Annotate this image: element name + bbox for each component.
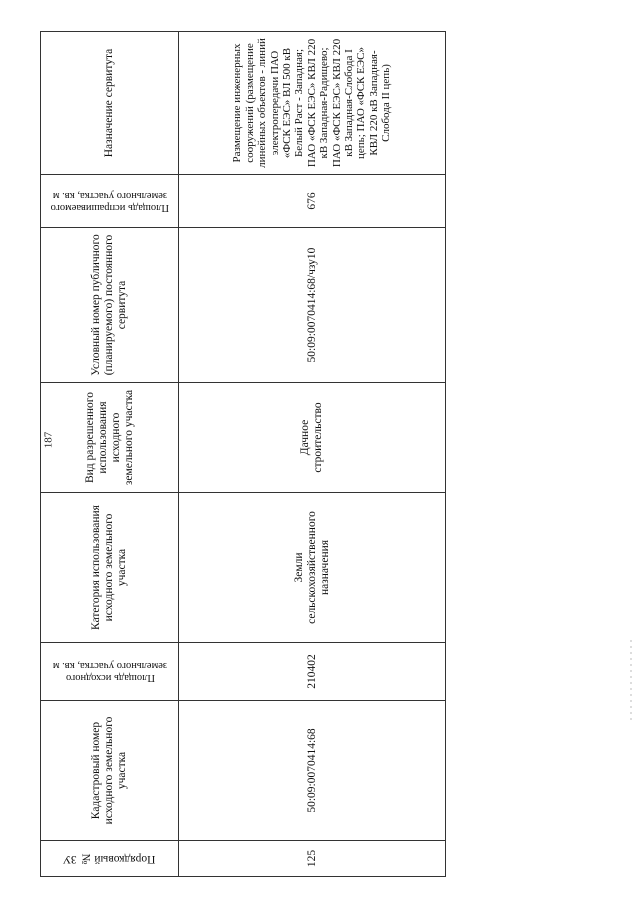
header-permitted-use: Вид разрешенного использования исходного земельного участка: [41, 383, 179, 493]
cell-requested-area: 676: [179, 175, 446, 228]
table-header-row: [41, 32, 179, 877]
header-land-category: Категория использования исходного земельного участка: [41, 493, 179, 643]
page-number: 187: [42, 431, 55, 449]
servitude-table: [40, 31, 446, 877]
table-row: [179, 32, 446, 877]
cell-servitude-number: 50:09:0070414:68/чзу10: [179, 228, 446, 383]
header-requested-area: Площадь испрашиваемого земельного участка, кв. м: [41, 175, 179, 228]
cell-order-number: 125: [179, 841, 446, 877]
scan-artifact: [628, 640, 634, 720]
header-order-number: Порядковый № ЗУ: [41, 841, 179, 877]
header-servitude-number: Условный номер публичного (планируемого) постоянного сервитута: [41, 228, 179, 383]
cell-source-area: 210402: [179, 643, 446, 701]
servitude-table-wrapper: [40, 32, 445, 877]
cell-servitude-purpose: Размещение инженерных сооружений (размещение линейных объектов - линий электропередачи ПАО «ФСК ЕЭС» ВЛ 500 кВ Белый Раст - Западная; ПАО «ФСК ЕЭС» КВЛ 220 кВ Западная-Радищево; ПАО «ФСК ЕЭС» КВЛ 220 кВ Западная-Слобода I цепь; ПАО «ФСК ЕЭС» КВЛ 220 кВ Западная-Слобода II цепь): [179, 32, 446, 175]
cell-permitted-use: Дачное строительство: [179, 383, 446, 493]
header-servitude-purpose: Назначение сервитута: [41, 32, 179, 175]
header-source-area: Площадь исходного земельного участка, кв. м: [41, 643, 179, 701]
header-cadastral-number: Кадастровый номер исходного земельного участка: [41, 701, 179, 841]
cell-cadastral-number: 50:09:0070414:68: [179, 701, 446, 841]
cell-land-category: Земли сельскохозяйственного назначения: [179, 493, 446, 643]
